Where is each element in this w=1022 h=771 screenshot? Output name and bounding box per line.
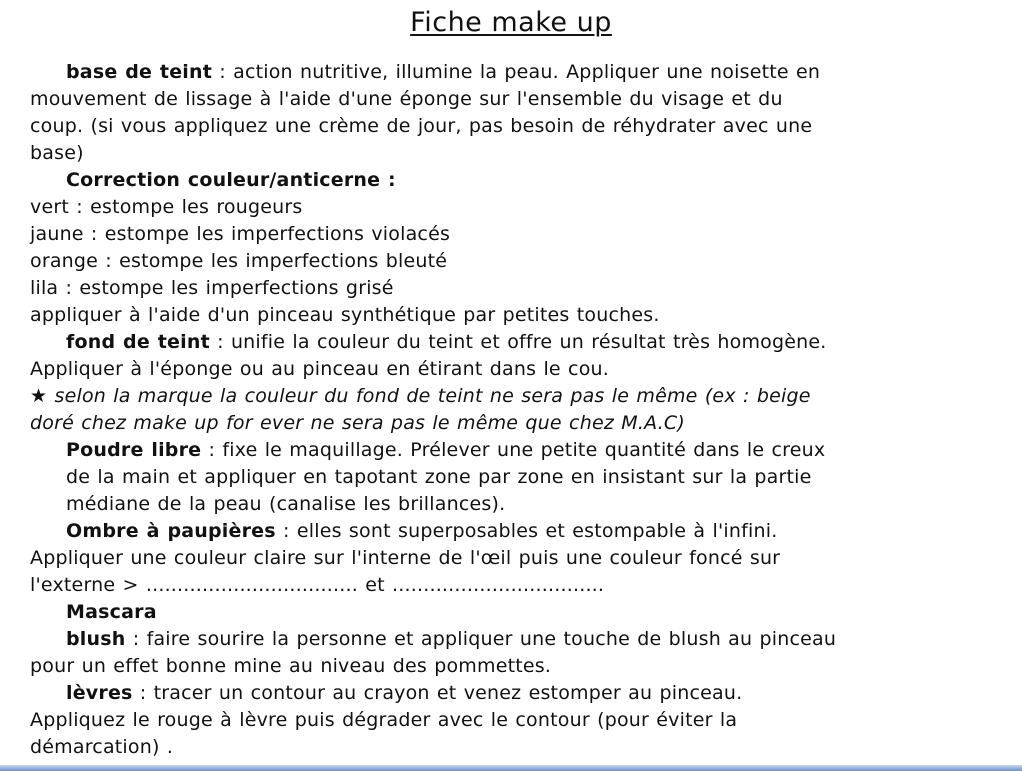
poudre-line-3: médiane de la peau (canalise les brillances). bbox=[66, 493, 506, 515]
base-line-3: coup. (si vous appliquez une crème de jour, pas besoin de réhydrater avec une bbox=[30, 115, 813, 137]
blush-label: blush bbox=[66, 628, 126, 650]
base-line-1 bbox=[30, 59, 1015, 86]
base-text-1: : action nutritive, illumine la peau. Appliquer une noisette en bbox=[212, 61, 821, 83]
blush-line-1 bbox=[30, 626, 1015, 653]
levres-label: lèvres bbox=[66, 682, 133, 704]
levres-text-1: : tracer un contour au crayon et venez estomper au pinceau. bbox=[132, 682, 743, 704]
fond-line-2: Appliquer à l'éponge ou au pinceau en étirant dans le cou. bbox=[30, 358, 610, 380]
base-line-4: base) bbox=[30, 142, 84, 164]
fond-note-text-1: selon la marque la couleur du fond de teint ne sera pas le même (ex : beige bbox=[47, 385, 811, 407]
levres-line-1 bbox=[30, 680, 1015, 707]
mascara-label: Mascara bbox=[66, 601, 157, 623]
fond-note-line-2: doré chez make up for ever ne sera pas le même que chez M.A.C) bbox=[30, 412, 685, 434]
levres-line-2: Appliquez le rouge à lèvre puis dégrader avec le contour (pour éviter la bbox=[30, 709, 738, 731]
ombre-line-1 bbox=[30, 518, 1015, 545]
correction-item-lila: lila : estompe les imperfections grisé bbox=[30, 277, 394, 299]
blush-line-2: pour un effet bonne mine au niveau des pommettes. bbox=[30, 655, 552, 677]
bottom-edge-bar bbox=[0, 765, 1022, 771]
correction-item-vert: vert : estompe les rougeurs bbox=[30, 196, 303, 218]
fond-text-1: : unifie la couleur du teint et offre un résultat très homogène. bbox=[209, 331, 827, 353]
document-body bbox=[30, 59, 1015, 761]
correction-item-jaune: jaune : estompe les imperfections violacés bbox=[30, 223, 451, 245]
fond-label: fond de teint bbox=[66, 331, 210, 353]
base-line-2: mouvement de lissage à l'aide d'une éponge sur l'ensemble du visage et du bbox=[30, 88, 783, 110]
blush-text-1: : faire sourire la personne et appliquer une touche de blush au pinceau bbox=[125, 628, 837, 650]
ombre-line-3: l'externe > .................................. et .................................. bbox=[30, 574, 605, 596]
ombre-text-1: : elles sont superposables et estompable à l'infini. bbox=[275, 520, 778, 542]
page-title bbox=[0, 6, 1022, 40]
poudre-line-1 bbox=[30, 437, 1015, 464]
fond-note-line-1 bbox=[30, 383, 1015, 410]
page-title-text: Fiche make up bbox=[410, 7, 612, 38]
poudre-label: Poudre libre bbox=[66, 439, 202, 461]
levres-line-3: démarcation) . bbox=[30, 736, 174, 758]
fond-line-1 bbox=[30, 329, 1015, 356]
ombre-label: Ombre à paupières bbox=[66, 520, 276, 542]
correction-heading bbox=[30, 167, 1015, 194]
correction-item-orange: orange : estompe les imperfections bleuté bbox=[30, 250, 448, 272]
base-label: base de teint bbox=[66, 61, 213, 83]
correction-apply: appliquer à l'aide d'un pinceau synthétique par petites touches. bbox=[30, 304, 660, 326]
correction-label: Correction couleur/anticerne : bbox=[66, 169, 396, 191]
poudre-text-1: : fixe le maquillage. Prélever une petite quantité dans le creux bbox=[201, 439, 826, 461]
star-icon: ★ bbox=[30, 385, 48, 407]
mascara-line bbox=[30, 599, 1015, 626]
poudre-line-2: de la main et appliquer en tapotant zone par zone en insistant sur la partie bbox=[66, 466, 812, 488]
ombre-line-2: Appliquer une couleur claire sur l'interne de l'œil puis une couleur foncé sur bbox=[30, 547, 781, 569]
